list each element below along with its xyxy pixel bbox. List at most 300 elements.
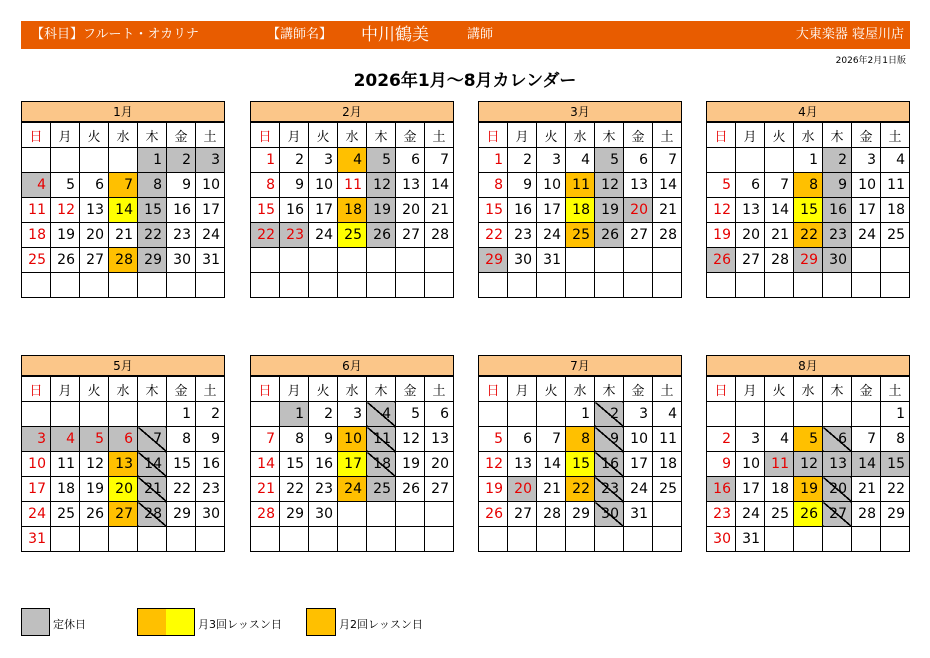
day-cell: 31 — [537, 248, 566, 273]
empty-cell — [138, 527, 167, 552]
day-cell: 26 — [479, 502, 508, 527]
weekday-header: 木 — [367, 377, 396, 402]
day-cell: 1 — [479, 148, 508, 173]
empty-cell — [367, 502, 396, 527]
day-cell: 26 — [396, 477, 425, 502]
day-cell: 31 — [736, 527, 765, 552]
weekday-header: 土 — [653, 377, 682, 402]
weekday-header: 火 — [765, 123, 794, 148]
empty-cell — [80, 402, 109, 427]
empty-cell — [396, 248, 425, 273]
empty-cell — [51, 273, 80, 298]
weekday-header: 木 — [595, 123, 624, 148]
weekday-header: 月 — [508, 377, 537, 402]
day-cell: 22 — [167, 477, 196, 502]
empty-cell — [367, 248, 396, 273]
day-cell: 23 — [707, 502, 736, 527]
day-cell: 6 — [823, 427, 852, 452]
empty-cell — [508, 527, 537, 552]
day-cell: 3 — [338, 402, 367, 427]
day-cell: 15 — [794, 198, 823, 223]
day-cell: 16 — [595, 452, 624, 477]
day-cell: 21 — [109, 223, 138, 248]
empty-cell — [566, 273, 595, 298]
weekday-header: 土 — [653, 123, 682, 148]
day-cell: 24 — [624, 477, 653, 502]
weekday-header: 木 — [823, 377, 852, 402]
day-cell: 22 — [280, 477, 309, 502]
day-cell: 9 — [280, 173, 309, 198]
day-cell: 28 — [852, 502, 881, 527]
day-cell: 2 — [167, 148, 196, 173]
day-cell: 11 — [367, 427, 396, 452]
empty-cell — [109, 148, 138, 173]
day-cell: 14 — [653, 173, 682, 198]
store-name: 大東楽器 寝屋川店 — [795, 27, 904, 42]
empty-cell — [51, 402, 80, 427]
day-cell: 6 — [396, 148, 425, 173]
empty-cell — [80, 148, 109, 173]
day-cell: 25 — [881, 223, 910, 248]
month-calendar — [21, 355, 225, 552]
month-title: 6月 — [250, 355, 454, 376]
day-cell: 17 — [624, 452, 653, 477]
day-cell: 10 — [22, 452, 51, 477]
empty-cell — [22, 148, 51, 173]
day-cell: 28 — [537, 502, 566, 527]
day-cell: 18 — [51, 477, 80, 502]
empty-cell — [338, 527, 367, 552]
empty-cell — [508, 402, 537, 427]
month-title: 8月 — [706, 355, 910, 376]
day-cell: 23 — [167, 223, 196, 248]
day-cell: 2 — [707, 427, 736, 452]
day-cell: 3 — [736, 427, 765, 452]
weekday-header: 木 — [823, 123, 852, 148]
day-cell: 10 — [537, 173, 566, 198]
day-cell: 1 — [167, 402, 196, 427]
legend-lesson2-label: 月2回レッスン日 — [339, 618, 423, 631]
day-cell: 6 — [624, 148, 653, 173]
day-cell: 13 — [736, 198, 765, 223]
day-cell: 5 — [479, 427, 508, 452]
day-cell: 5 — [80, 427, 109, 452]
day-cell: 14 — [852, 452, 881, 477]
month-title: 2月 — [250, 101, 454, 122]
day-cell: 20 — [396, 198, 425, 223]
day-cell: 17 — [196, 198, 225, 223]
empty-cell — [765, 148, 794, 173]
weekday-header: 土 — [196, 123, 225, 148]
weekday-header: 金 — [624, 377, 653, 402]
day-cell: 4 — [51, 427, 80, 452]
day-cell: 17 — [736, 477, 765, 502]
empty-cell — [508, 273, 537, 298]
empty-cell — [396, 273, 425, 298]
day-cell: 6 — [80, 173, 109, 198]
day-cell: 26 — [367, 223, 396, 248]
day-cell: 5 — [367, 148, 396, 173]
day-cell: 14 — [537, 452, 566, 477]
day-cell: 12 — [479, 452, 508, 477]
day-cell: 13 — [508, 452, 537, 477]
weekday-header: 火 — [80, 377, 109, 402]
weekday-header: 日 — [707, 123, 736, 148]
day-cell: 16 — [707, 477, 736, 502]
day-cell: 22 — [881, 477, 910, 502]
day-cell: 17 — [22, 477, 51, 502]
month-title: 7月 — [478, 355, 682, 376]
empty-cell — [566, 248, 595, 273]
day-cell: 30 — [167, 248, 196, 273]
empty-cell — [624, 527, 653, 552]
day-cell: 25 — [22, 248, 51, 273]
empty-cell — [653, 527, 682, 552]
subject-label: 【科目】 — [31, 27, 84, 42]
day-cell: 28 — [653, 223, 682, 248]
day-cell: 5 — [396, 402, 425, 427]
weekday-header: 土 — [881, 123, 910, 148]
day-cell: 27 — [109, 502, 138, 527]
empty-cell — [881, 527, 910, 552]
day-cell: 6 — [508, 427, 537, 452]
day-cell: 20 — [624, 198, 653, 223]
day-cell: 23 — [823, 223, 852, 248]
weekday-header: 水 — [566, 123, 595, 148]
day-cell: 1 — [566, 402, 595, 427]
day-cell: 28 — [425, 223, 454, 248]
day-cell: 29 — [794, 248, 823, 273]
day-cell: 7 — [653, 148, 682, 173]
day-cell: 2 — [280, 148, 309, 173]
day-cell: 18 — [653, 452, 682, 477]
day-cell: 30 — [508, 248, 537, 273]
empty-cell — [109, 402, 138, 427]
day-cell: 1 — [251, 148, 280, 173]
empty-cell — [338, 502, 367, 527]
day-cell: 27 — [80, 248, 109, 273]
empty-cell — [196, 527, 225, 552]
day-cell: 17 — [852, 198, 881, 223]
weekday-header: 土 — [425, 377, 454, 402]
empty-cell — [251, 527, 280, 552]
day-cell: 13 — [624, 173, 653, 198]
teacher-label: 【講師名】 — [267, 27, 333, 42]
day-cell: 25 — [765, 502, 794, 527]
day-cell: 27 — [736, 248, 765, 273]
day-cell: 5 — [595, 148, 624, 173]
day-cell: 23 — [280, 223, 309, 248]
weekday-header: 月 — [280, 123, 309, 148]
day-cell: 13 — [396, 173, 425, 198]
day-cell: 4 — [338, 148, 367, 173]
day-cell: 22 — [251, 223, 280, 248]
day-cell: 18 — [566, 198, 595, 223]
empty-cell — [765, 402, 794, 427]
day-cell: 22 — [138, 223, 167, 248]
empty-cell — [794, 402, 823, 427]
month-calendar — [478, 355, 682, 552]
weekday-header: 土 — [196, 377, 225, 402]
empty-cell — [765, 273, 794, 298]
day-cell: 10 — [852, 173, 881, 198]
day-cell: 20 — [736, 223, 765, 248]
empty-cell — [80, 527, 109, 552]
weekday-header: 火 — [537, 123, 566, 148]
legend-lesson3-swatch — [137, 608, 195, 636]
day-cell: 13 — [425, 427, 454, 452]
empty-cell — [425, 502, 454, 527]
empty-cell — [653, 273, 682, 298]
day-cell: 23 — [196, 477, 225, 502]
legend-closed-label: 定休日 — [53, 618, 86, 631]
weekday-header: 月 — [51, 123, 80, 148]
day-cell: 22 — [794, 223, 823, 248]
weekday-header: 木 — [138, 377, 167, 402]
empty-cell — [280, 273, 309, 298]
weekday-header: 金 — [624, 123, 653, 148]
empty-cell — [595, 273, 624, 298]
day-cell: 18 — [338, 198, 367, 223]
day-cell: 15 — [138, 198, 167, 223]
weekday-header: 月 — [736, 377, 765, 402]
weekday-header: 水 — [338, 377, 367, 402]
day-cell: 27 — [396, 223, 425, 248]
month-calendar — [21, 101, 225, 298]
empty-cell — [138, 273, 167, 298]
day-cell: 24 — [22, 502, 51, 527]
day-cell: 29 — [138, 248, 167, 273]
day-cell: 9 — [595, 427, 624, 452]
header-bar — [21, 21, 910, 49]
day-cell: 13 — [80, 198, 109, 223]
empty-cell — [479, 402, 508, 427]
day-cell: 2 — [823, 148, 852, 173]
day-cell: 7 — [251, 427, 280, 452]
day-cell: 15 — [566, 452, 595, 477]
day-cell: 11 — [653, 427, 682, 452]
day-cell: 16 — [167, 198, 196, 223]
day-cell: 25 — [566, 223, 595, 248]
day-cell: 2 — [196, 402, 225, 427]
month-calendar — [250, 101, 454, 298]
weekday-header: 土 — [881, 377, 910, 402]
day-cell: 21 — [138, 477, 167, 502]
weekday-header: 金 — [852, 377, 881, 402]
day-cell: 10 — [196, 173, 225, 198]
empty-cell — [537, 402, 566, 427]
empty-cell — [80, 273, 109, 298]
day-cell: 8 — [794, 173, 823, 198]
empty-cell — [624, 273, 653, 298]
empty-cell — [109, 527, 138, 552]
day-cell: 2 — [508, 148, 537, 173]
weekday-header: 日 — [22, 377, 51, 402]
weekday-header: 水 — [794, 123, 823, 148]
day-cell: 29 — [167, 502, 196, 527]
month-calendar — [706, 355, 910, 552]
day-cell: 27 — [823, 502, 852, 527]
empty-cell — [138, 402, 167, 427]
day-cell: 29 — [479, 248, 508, 273]
day-cell: 24 — [309, 223, 338, 248]
day-cell: 30 — [707, 527, 736, 552]
day-cell: 24 — [852, 223, 881, 248]
day-cell: 22 — [566, 477, 595, 502]
day-cell: 6 — [425, 402, 454, 427]
day-cell: 7 — [537, 427, 566, 452]
day-cell: 10 — [309, 173, 338, 198]
day-cell: 12 — [707, 198, 736, 223]
day-cell: 26 — [595, 223, 624, 248]
empty-cell — [22, 402, 51, 427]
empty-cell — [707, 402, 736, 427]
day-cell: 24 — [338, 477, 367, 502]
empty-cell — [51, 148, 80, 173]
day-cell: 24 — [736, 502, 765, 527]
day-cell: 23 — [508, 223, 537, 248]
day-cell: 8 — [167, 427, 196, 452]
weekday-header: 月 — [51, 377, 80, 402]
day-cell: 7 — [425, 148, 454, 173]
empty-cell — [852, 402, 881, 427]
day-cell: 30 — [823, 248, 852, 273]
empty-cell — [736, 402, 765, 427]
day-cell: 12 — [80, 452, 109, 477]
weekday-header: 金 — [167, 377, 196, 402]
day-cell: 7 — [852, 427, 881, 452]
day-cell: 15 — [251, 198, 280, 223]
day-cell: 28 — [251, 502, 280, 527]
weekday-header: 金 — [396, 123, 425, 148]
day-cell: 11 — [566, 173, 595, 198]
empty-cell — [653, 502, 682, 527]
empty-cell — [479, 273, 508, 298]
day-cell: 19 — [396, 452, 425, 477]
legend-closed-swatch — [21, 608, 50, 636]
day-cell: 3 — [537, 148, 566, 173]
day-cell: 20 — [508, 477, 537, 502]
day-cell: 28 — [765, 248, 794, 273]
day-cell: 12 — [51, 198, 80, 223]
month-title: 1月 — [21, 101, 225, 122]
day-cell: 27 — [624, 223, 653, 248]
day-cell: 8 — [881, 427, 910, 452]
day-cell: 29 — [280, 502, 309, 527]
empty-cell — [167, 527, 196, 552]
day-cell: 26 — [707, 248, 736, 273]
empty-cell — [309, 248, 338, 273]
day-cell: 14 — [109, 198, 138, 223]
day-cell: 25 — [338, 223, 367, 248]
day-cell: 30 — [309, 502, 338, 527]
day-cell: 9 — [508, 173, 537, 198]
day-cell: 25 — [653, 477, 682, 502]
weekday-header: 月 — [508, 123, 537, 148]
day-cell: 16 — [508, 198, 537, 223]
empty-cell — [736, 273, 765, 298]
weekday-header: 日 — [251, 123, 280, 148]
empty-cell — [309, 273, 338, 298]
empty-cell — [338, 248, 367, 273]
empty-cell — [338, 273, 367, 298]
day-cell: 31 — [196, 248, 225, 273]
empty-cell — [823, 273, 852, 298]
day-cell: 22 — [479, 223, 508, 248]
day-cell: 1 — [794, 148, 823, 173]
day-cell: 9 — [196, 427, 225, 452]
day-cell: 15 — [280, 452, 309, 477]
day-cell: 30 — [196, 502, 225, 527]
day-cell: 17 — [309, 198, 338, 223]
day-cell: 12 — [396, 427, 425, 452]
month-title: 5月 — [21, 355, 225, 376]
empty-cell — [595, 248, 624, 273]
day-cell: 9 — [309, 427, 338, 452]
empty-cell — [280, 248, 309, 273]
day-cell: 14 — [425, 173, 454, 198]
empty-cell — [280, 527, 309, 552]
empty-cell — [823, 402, 852, 427]
day-cell: 27 — [425, 477, 454, 502]
weekday-header: 木 — [595, 377, 624, 402]
day-cell: 19 — [794, 477, 823, 502]
empty-cell — [823, 527, 852, 552]
empty-cell — [251, 402, 280, 427]
empty-cell — [881, 248, 910, 273]
day-cell: 1 — [138, 148, 167, 173]
empty-cell — [653, 248, 682, 273]
empty-cell — [852, 273, 881, 298]
weekday-header: 日 — [251, 377, 280, 402]
day-cell: 28 — [109, 248, 138, 273]
empty-cell — [881, 273, 910, 298]
day-cell: 7 — [138, 427, 167, 452]
day-cell: 12 — [367, 173, 396, 198]
day-cell: 24 — [537, 223, 566, 248]
day-cell: 9 — [823, 173, 852, 198]
day-cell: 18 — [765, 477, 794, 502]
day-cell: 20 — [80, 223, 109, 248]
day-cell: 31 — [624, 502, 653, 527]
day-cell: 26 — [80, 502, 109, 527]
day-cell: 31 — [22, 527, 51, 552]
weekday-header: 水 — [338, 123, 367, 148]
day-cell: 18 — [22, 223, 51, 248]
weekday-header: 金 — [852, 123, 881, 148]
day-cell: 16 — [196, 452, 225, 477]
weekday-header: 水 — [109, 123, 138, 148]
weekday-header: 日 — [22, 123, 51, 148]
day-cell: 14 — [251, 452, 280, 477]
day-cell: 29 — [881, 502, 910, 527]
day-cell: 3 — [624, 402, 653, 427]
day-cell: 12 — [794, 452, 823, 477]
weekday-header: 日 — [707, 377, 736, 402]
empty-cell — [765, 527, 794, 552]
day-cell: 15 — [881, 452, 910, 477]
day-cell: 21 — [537, 477, 566, 502]
weekday-header: 水 — [794, 377, 823, 402]
empty-cell — [595, 527, 624, 552]
weekday-header: 火 — [309, 377, 338, 402]
day-cell: 10 — [624, 427, 653, 452]
weekday-header: 月 — [736, 123, 765, 148]
day-cell: 5 — [51, 173, 80, 198]
day-cell: 1 — [280, 402, 309, 427]
day-cell: 16 — [280, 198, 309, 223]
month-title: 4月 — [706, 101, 910, 122]
